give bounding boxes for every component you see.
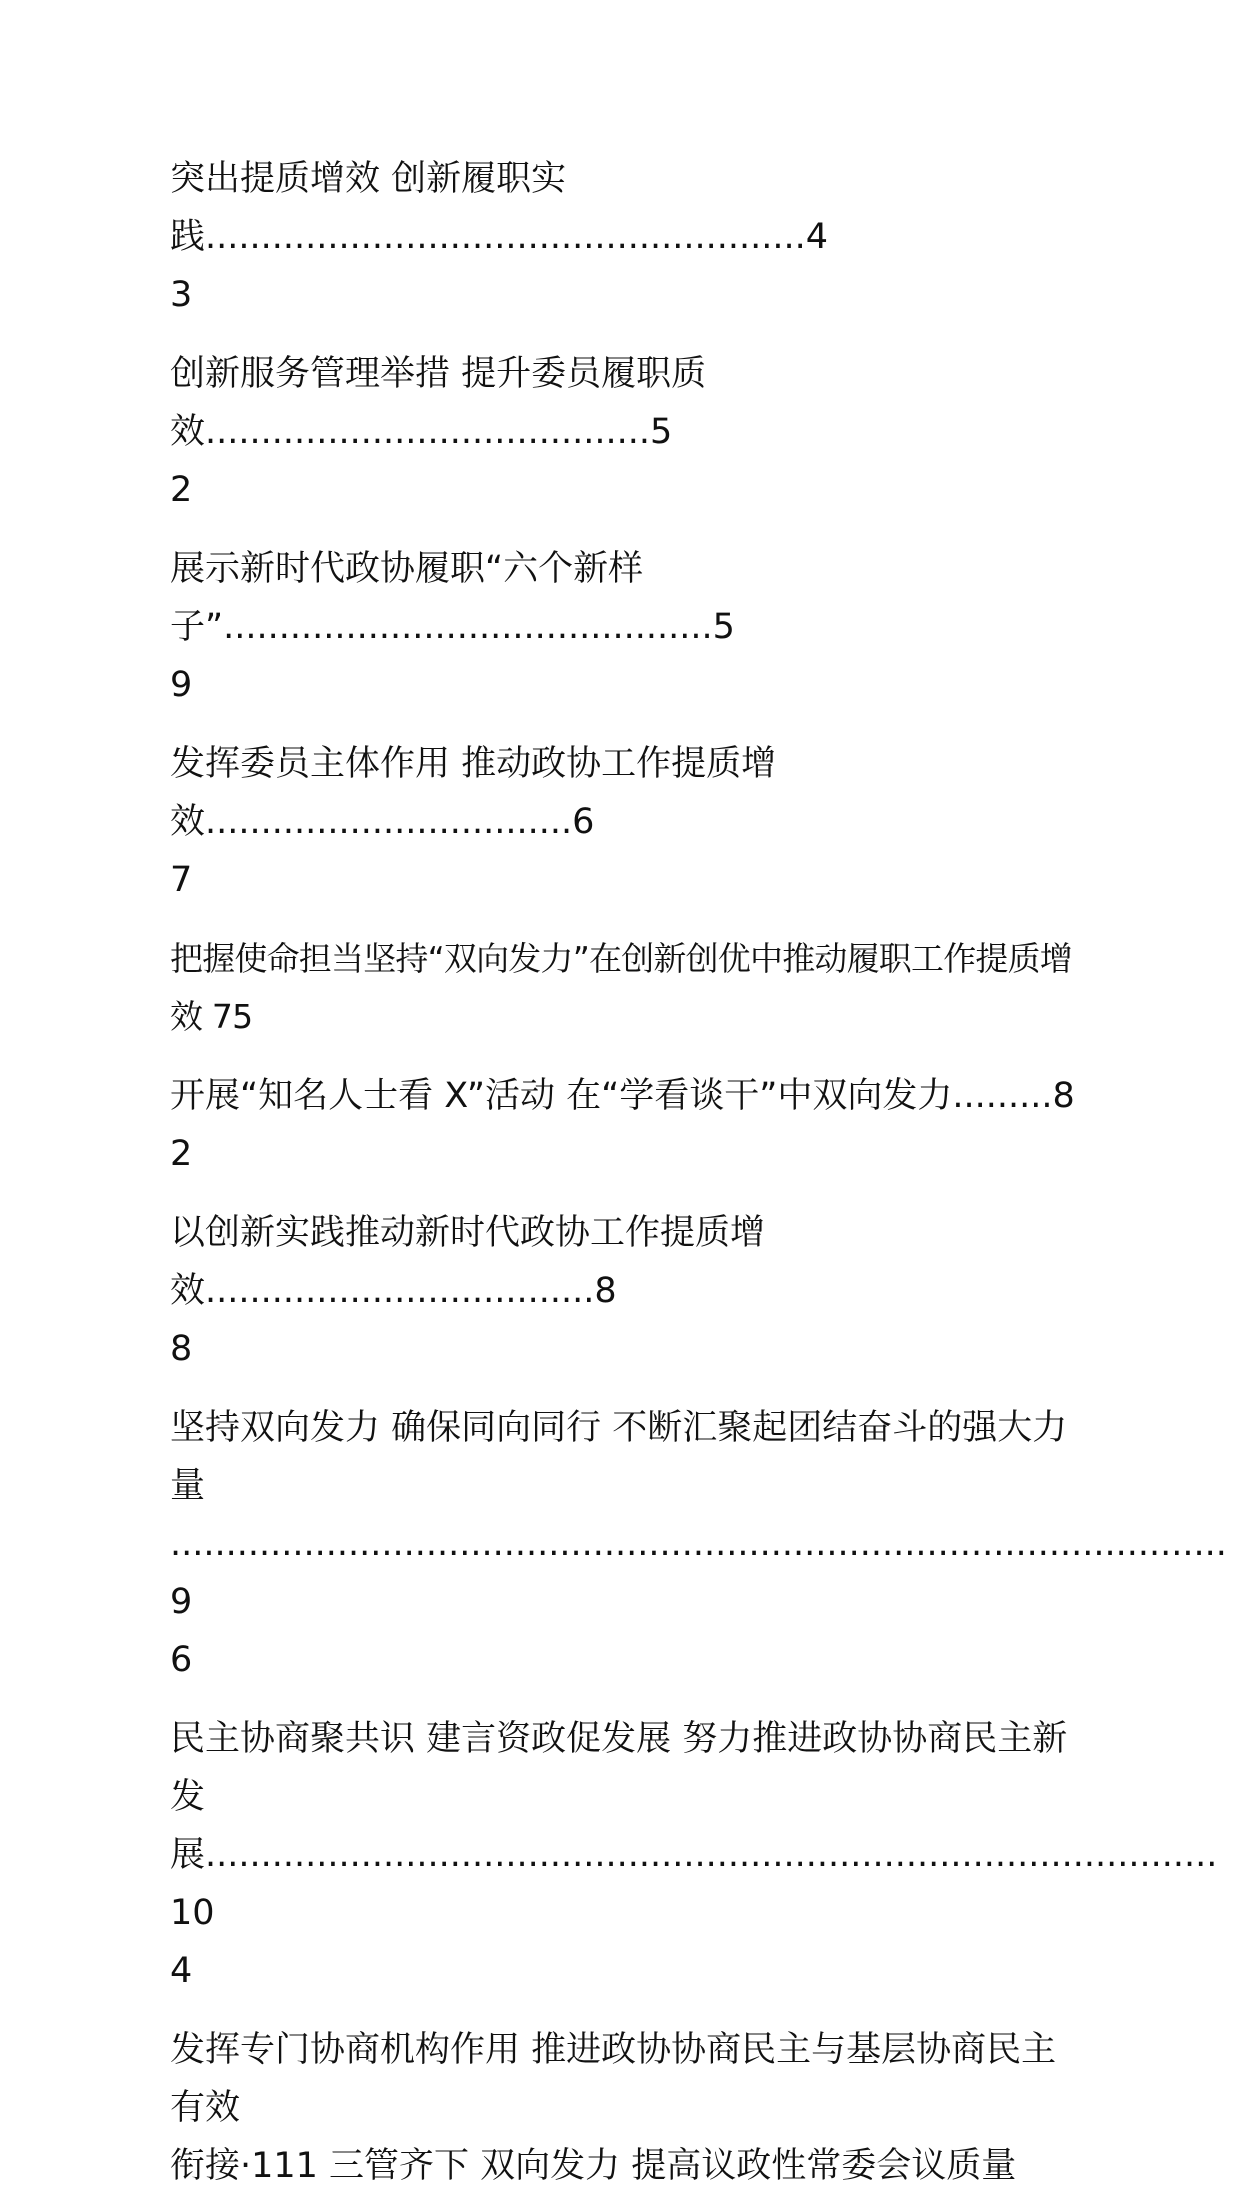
toc-entry: 展示新时代政协履职“六个新样子”............................................5 9 [170, 549, 735, 705]
toc-entry: 开展“知名人士看 X”活动 在“学看谈干”中双向发力.........8 2 [170, 1076, 1075, 1174]
table-of-contents [170, 150, 1227, 2195]
toc-entry: 突出提质增效 创新履职实践......................................................4 3 [170, 159, 829, 315]
toc-entry: 创新服务管理举措 提升委员履职质效........................................5 2 [170, 354, 707, 510]
toc-entry: 发挥专门协商机构作用 推进政协协商民主与基层协商民主有效 衔接·111 三管齐下 双向发力 提高议政性常委会议质量 [170, 2030, 1057, 2186]
toc-entry: 把握使命担当坚持“双向发力”在创新创优中推动履职工作提质增效 75 [170, 939, 1072, 1036]
toc-entry: 以创新实践推动新时代政协工作提质增效...................................8 8 [170, 1213, 766, 1369]
toc-entry: 发挥委员主体作用 推动政协工作提质增效.................................6 7 [170, 744, 777, 900]
toc-entry: 民主协商聚共识 建言资政促发展 努力推进政协协商民主新发 展...........................................................................................10 4 [170, 1719, 1218, 1991]
toc-entry: 坚持双向发力 确保同向同行 不断汇聚起团结奋斗的强大力量 ...............................................................................................9 6 [170, 1408, 1227, 1680]
